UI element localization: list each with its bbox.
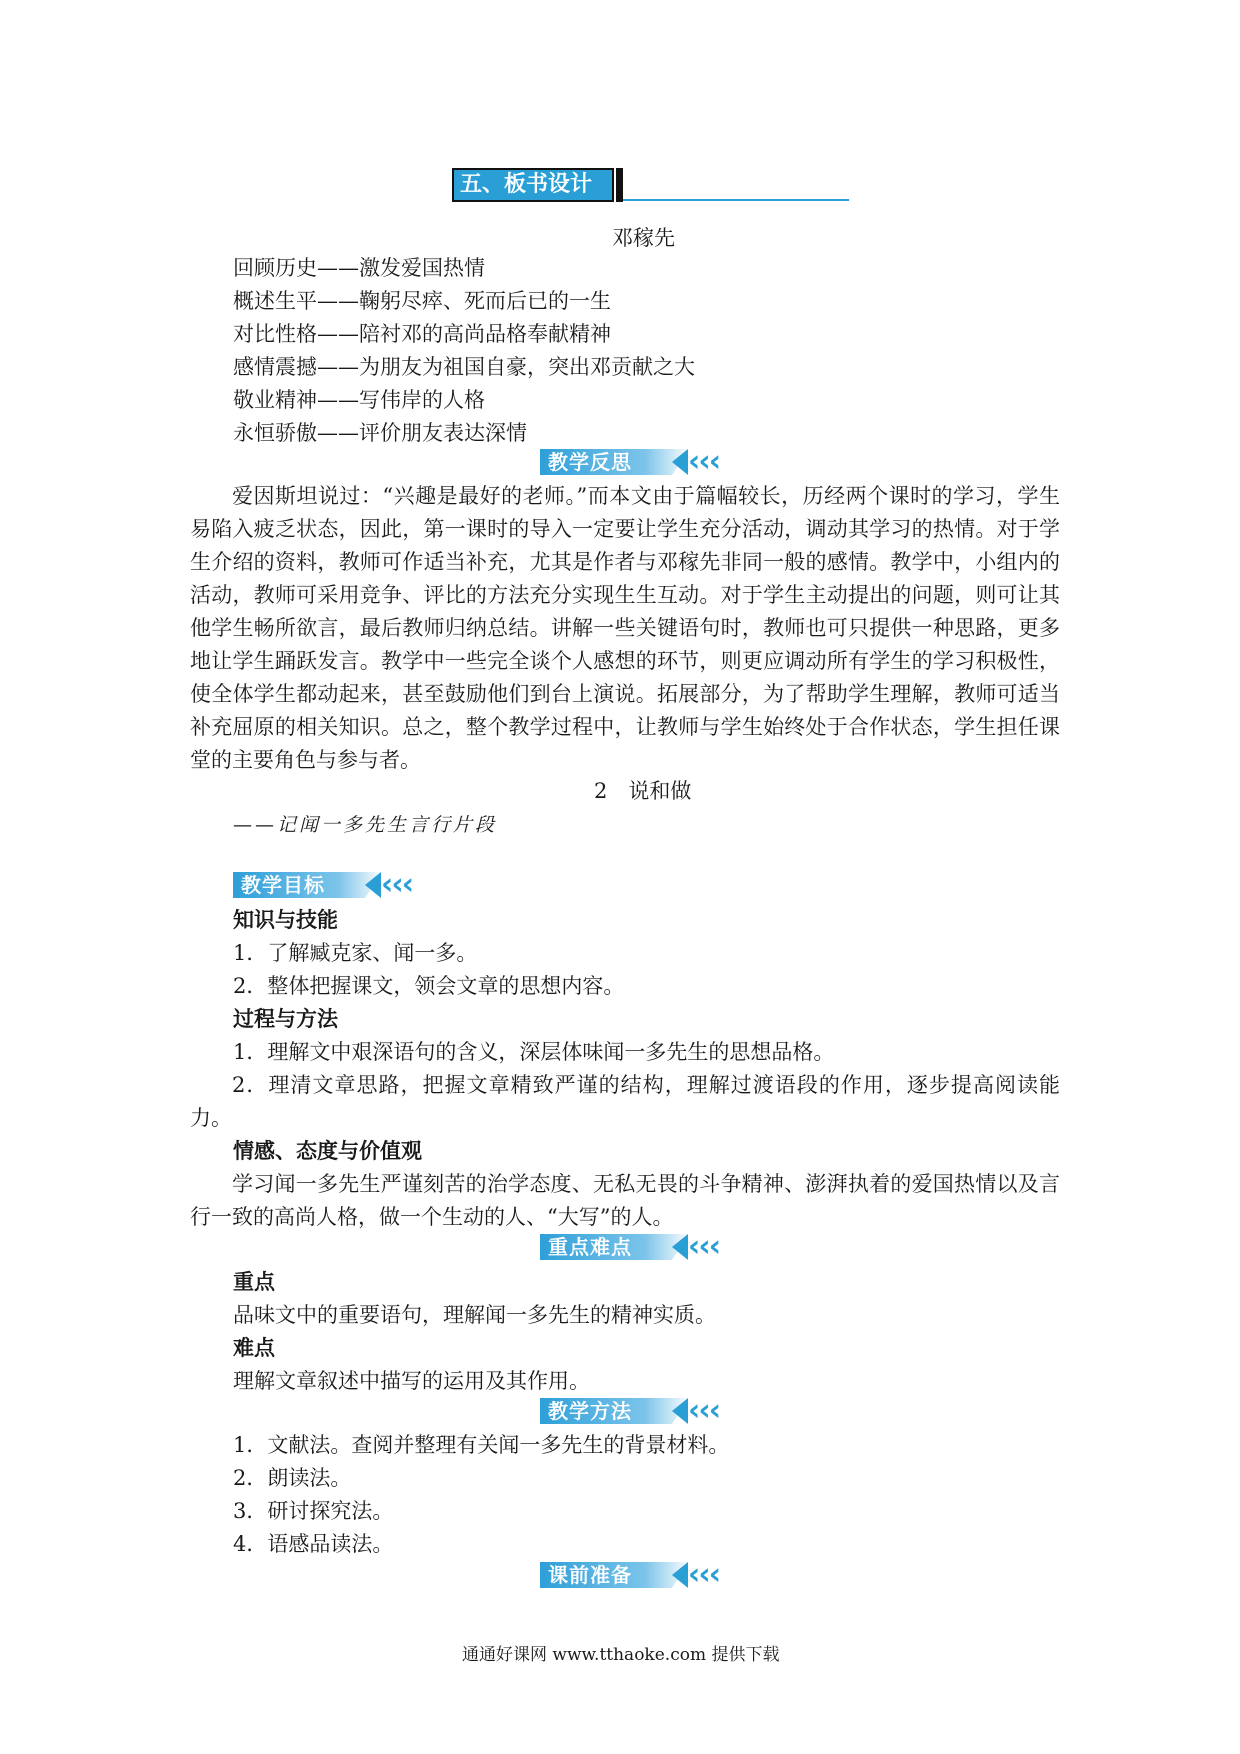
banner-label: 重点难点 [548, 1235, 632, 1259]
banner-arrow-icon [365, 872, 381, 898]
chevrons-left-icon: ‹‹‹ [688, 1393, 720, 1428]
section-title: 五、板书设计 [452, 168, 614, 202]
board-line: 概述生平——鞠躬尽瘁、死而后已的一生 [233, 289, 611, 313]
banner-label: 教学方法 [548, 1399, 632, 1423]
banner-teaching-methods [540, 1393, 765, 1428]
values-heading: 情感、态度与价值观 [233, 1139, 422, 1163]
banner-teaching-objectives [233, 867, 458, 902]
board-heading: 邓稼先 [612, 226, 675, 250]
banner-label: 教学反思 [548, 450, 632, 474]
values-text: 学习闻一多先生严谨刻苦的治学态度、无私无畏的斗争精神、澎湃执着的爱国热情以及言行一致的高尚人格，做一个生动的人、“大写”的人。 [190, 1172, 1060, 1229]
knowledge-heading: 知识与技能 [233, 908, 338, 932]
banner-key-points [540, 1229, 765, 1264]
difficult-heading: 难点 [233, 1336, 275, 1360]
chevrons-left-icon: ‹‹‹ [688, 1557, 720, 1592]
banner-class-preparation [540, 1557, 765, 1592]
process-item-2 [190, 1069, 1060, 1135]
board-line: 敬业精神——写伟岸的人格 [233, 388, 485, 412]
process-heading: 过程与方法 [233, 1007, 338, 1031]
knowledge-item: 1．了解臧克家、闻一多。 [233, 941, 478, 965]
chevrons-left-icon: ‹‹‹ [688, 1229, 720, 1264]
method-item: 1．文献法。查阅并整理有关闻一多先生的背景材料。 [233, 1433, 730, 1457]
banner-teaching-reflection [540, 444, 765, 479]
chevrons-left-icon: ‹‹‹ [381, 867, 413, 902]
difficult-text: 理解文章叙述中描写的运用及其作用。 [233, 1369, 590, 1393]
lesson-subtitle: ——记闻一多先生言行片段 [233, 814, 498, 836]
banner-arrow-icon [672, 1562, 688, 1588]
header-bar [616, 168, 623, 202]
banner-arrow-icon [672, 449, 688, 475]
banner-label: 教学目标 [241, 873, 325, 897]
values-paragraph [190, 1168, 1060, 1234]
reflection-paragraph [190, 480, 1060, 777]
board-line: 感情震撼——为朋友为祖国自豪，突出邓贡献之大 [233, 355, 695, 379]
process-text: 2．理清文章思路，把握文章精致严谨的结构，理解过渡语段的作用，逐步提高阅读能力。 [190, 1073, 1060, 1130]
board-line: 回顾历史——激发爱国热情 [233, 256, 485, 280]
chevrons-left-icon: ‹‹‹ [688, 444, 720, 479]
banner-label: 课前准备 [548, 1563, 632, 1587]
lesson-title: 2 说和做 [594, 779, 692, 803]
method-item: 4．语感品读法。 [233, 1532, 394, 1556]
knowledge-item: 2．整体把握课文，领会文章的思想内容。 [233, 974, 625, 998]
key-heading: 重点 [233, 1270, 275, 1294]
key-text: 品味文中的重要语句，理解闻一多先生的精神实质。 [233, 1303, 716, 1327]
reflection-text: 爱因斯坦说过：“兴趣是最好的老师。”而本文由于篇幅较长，历经两个课时的学习，学生易陷入疲乏状态，因此，第一课时的导入一定要让学生充分活动，调动其学习的热情。对于学生介绍的资料，教师可作适当补充，尤其是作者与邓稼先非同一般的感情。教学中，小组内的活动，教师可采用竞争、评比的方法充分实现生生互动。对于学生主动提出的问题，则可让其他学生畅所欲言，最后教师归纳总结。讲解一些关键语句时，教师也可只提供一种思路，更多地让学生踊跃发言。教学中一些完全谈个人感想的环节，则更应调动所有学生的学习积极性，使全体学生都动起来，甚至鼓励他们到台上演说。拓展部分，为了帮助学生理解，教师可适当补充屈原的相关知识。总之，整个教学过程中，让教师与学生始终处于合作状态，学生担任课堂的主要角色与参与者。 [190, 484, 1060, 772]
process-item: 1．理解文中艰深语句的含义，深层体味闻一多先生的思想品格。 [233, 1040, 835, 1064]
footer-credit: 通通好课网 www.tthaoke.com 提供下载 [462, 1645, 780, 1665]
header-underline [623, 199, 849, 201]
method-item: 3．研讨探究法。 [233, 1499, 394, 1523]
method-item: 2．朗读法。 [233, 1466, 352, 1490]
banner-arrow-icon [672, 1398, 688, 1424]
board-line: 对比性格——陪衬邓的高尚品格奉献精神 [233, 322, 611, 346]
banner-arrow-icon [672, 1234, 688, 1260]
board-line: 永恒骄傲——评价朋友表达深情 [233, 421, 527, 445]
